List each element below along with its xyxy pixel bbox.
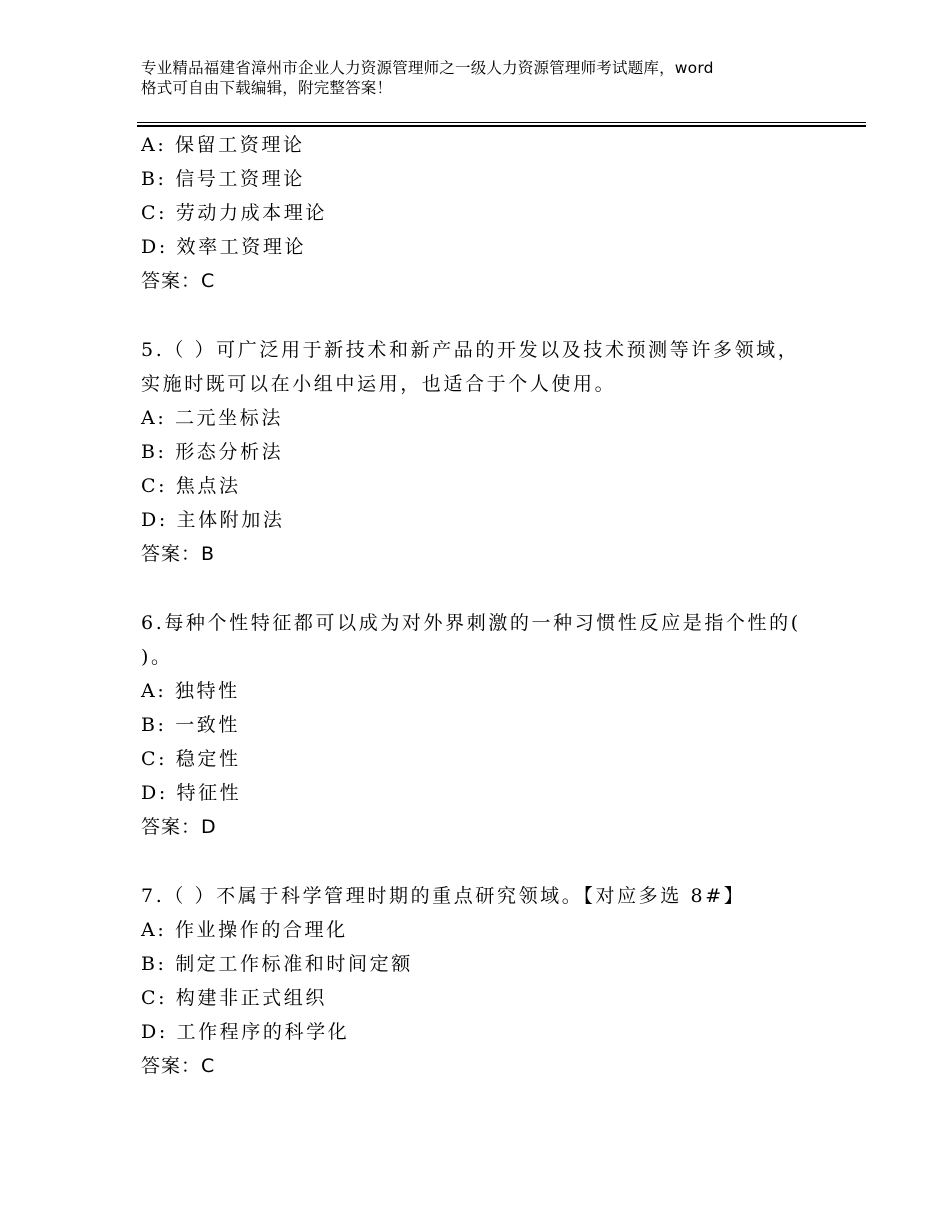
answer-label: 答案：D <box>141 816 217 838</box>
question-stem-line-2: 实施时既可以在小组中运用，也适合于个人使用。 <box>141 373 617 395</box>
header-title-line-2: 格式可自由下载编辑，附完整答案！ <box>141 79 393 97</box>
option-c: C: 焦点法 <box>141 475 241 497</box>
header-divider-thick <box>137 125 866 127</box>
option-a: A: 独特性 <box>141 680 240 702</box>
option-c: C: 稳定性 <box>141 748 241 770</box>
answer-label: 答案：B <box>141 543 216 565</box>
option-c: C: 劳动力成本理论 <box>141 202 327 224</box>
answer-label: 答案：C <box>141 1055 216 1077</box>
question-7 <box>141 879 861 1083</box>
option-a: A: 保留工资理论 <box>141 134 305 156</box>
question-list <box>141 128 861 1083</box>
question-stem-line-1: 6.每种个性特征都可以成为对外界刺激的一种习惯性反应是指个性的( <box>141 612 801 634</box>
question-stem-line-1: 5.（ ）可广泛用于新技术和新产品的开发以及技术预测等许多领域， <box>141 339 800 361</box>
answer-label: 答案：C <box>141 270 216 292</box>
question-4 <box>141 128 861 298</box>
option-d: D: 效率工资理论 <box>141 236 307 258</box>
option-d: D: 主体附加法 <box>141 509 285 531</box>
header-title-line-1: 专业精品福建省漳州市企业人力资源管理师之一级人力资源管理师考试题库，word <box>141 59 714 77</box>
option-d: D: 工作程序的科学化 <box>141 1021 350 1043</box>
question-stem-line-2: )。 <box>141 646 173 668</box>
option-d: D: 特征性 <box>141 782 242 804</box>
header-divider-thin <box>137 122 866 123</box>
question-stem-line-1: 7.（ ）不属于科学管理时期的重点研究领域。【对应多选 8#】 <box>141 885 746 907</box>
question-6 <box>141 606 861 844</box>
question-spacer <box>141 844 861 879</box>
option-a: A: 二元坐标法 <box>141 407 283 429</box>
option-b: B: 制定工作标准和时间定额 <box>141 953 413 975</box>
option-c: C: 构建非正式组织 <box>141 987 327 1009</box>
option-b: B: 形态分析法 <box>141 441 284 463</box>
document-header <box>141 58 841 98</box>
question-spacer <box>141 298 861 333</box>
question-5 <box>141 333 861 571</box>
option-b: B: 信号工资理论 <box>141 168 305 190</box>
option-b: B: 一致性 <box>141 714 241 736</box>
question-spacer <box>141 571 861 606</box>
option-a: A: 作业操作的合理化 <box>141 919 348 941</box>
